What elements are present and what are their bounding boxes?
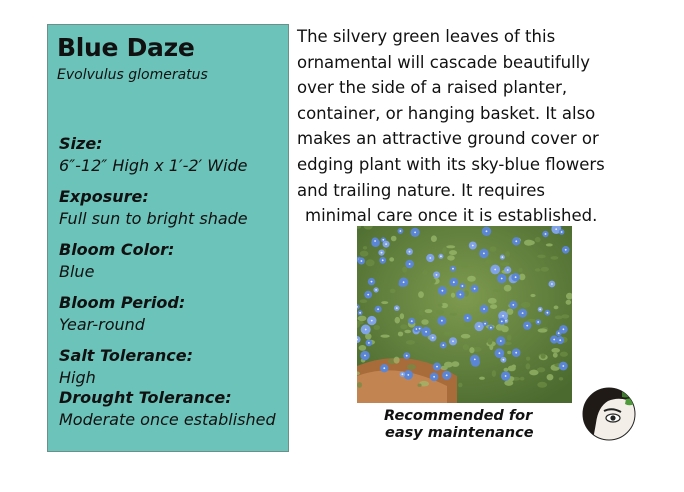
flower-center	[419, 328, 421, 330]
leaf-texture	[374, 325, 380, 330]
attribute-drought-tolerance	[59, 387, 276, 431]
flower-center	[526, 325, 528, 327]
description-line: over the side of a raised planter,	[297, 78, 568, 98]
leaf-texture	[508, 366, 516, 372]
flower-center	[501, 278, 503, 280]
leaf-texture	[519, 268, 523, 272]
leaf-texture	[526, 357, 530, 361]
flower-center	[490, 327, 492, 329]
leaf-texture	[419, 310, 424, 316]
leaf-texture	[395, 317, 400, 324]
leaf-texture	[464, 321, 472, 327]
leaf-texture	[537, 382, 547, 388]
leaf-texture	[490, 246, 497, 251]
description-line: The silvery green leaves of this	[297, 27, 556, 46]
flower-center	[371, 281, 373, 283]
description-line: minimal care once it is established.	[305, 206, 598, 226]
description-line: container, or hanging basket. It also	[297, 103, 596, 123]
flower-center	[515, 240, 517, 242]
leaf-texture	[551, 256, 559, 260]
leaf-texture	[500, 262, 509, 266]
flower-center	[375, 289, 377, 291]
leaf-texture	[479, 377, 485, 380]
leaf-texture	[400, 313, 404, 319]
flower-center	[547, 312, 549, 314]
leaf-texture	[406, 340, 415, 345]
leaf-texture	[487, 338, 492, 345]
flower-center	[505, 375, 507, 377]
leaf-texture	[458, 383, 462, 388]
leaf-texture	[360, 299, 367, 303]
flower-center	[484, 323, 486, 325]
leaf-texture	[504, 380, 513, 386]
flower-center	[368, 342, 370, 344]
leaf-texture	[449, 250, 457, 255]
caption-line: Recommended for	[384, 408, 533, 424]
scientific-name: Evolvulus glomeratus	[57, 67, 208, 83]
flower-center	[382, 259, 384, 261]
flower-center	[436, 366, 438, 368]
leaf-texture	[525, 240, 535, 245]
leaf-texture	[504, 342, 512, 345]
flower-center	[472, 245, 474, 247]
plant-description	[297, 24, 669, 229]
flower-center	[539, 309, 541, 311]
flower-center	[486, 230, 488, 232]
attribute-exposure	[59, 186, 248, 230]
flower-center	[429, 257, 431, 259]
flower-center	[442, 290, 444, 292]
maintenance-caption	[384, 408, 534, 442]
attribute-label: Bloom Period:	[59, 293, 186, 312]
leaf-texture	[391, 236, 397, 242]
leaf-texture	[535, 268, 541, 271]
flower-center	[371, 320, 373, 322]
flower-center	[501, 321, 503, 323]
leaf-texture	[425, 309, 433, 313]
leaf-texture	[431, 235, 437, 242]
flower-center	[409, 263, 411, 265]
leaf-texture	[389, 257, 394, 261]
leaf-texture	[449, 313, 457, 316]
flower-center	[436, 274, 438, 276]
flower-center	[402, 373, 404, 375]
leaf-texture	[451, 293, 455, 298]
flower-center	[442, 344, 444, 346]
flower-center	[503, 359, 505, 361]
leaf-texture	[446, 245, 455, 248]
flower-center	[483, 253, 485, 255]
leaf-texture	[438, 304, 443, 307]
leaf-texture	[469, 347, 474, 353]
leaf-texture	[380, 335, 389, 338]
attribute-salt-tolerance	[59, 345, 193, 389]
flower-center	[374, 240, 376, 242]
leaf-texture	[493, 289, 501, 292]
leaf-texture	[421, 319, 428, 325]
leaf-texture	[507, 309, 514, 315]
flower-center	[407, 374, 409, 376]
gardener-face-icon	[582, 387, 636, 441]
leaf-texture	[363, 246, 367, 249]
flower-center	[499, 352, 501, 354]
flower-center	[467, 317, 469, 319]
attribute-label: Size:	[59, 134, 103, 153]
flower-center	[561, 231, 563, 233]
flower-center	[411, 320, 413, 322]
attribute-value: 6″-12″ High x 1′-2′ Wide	[59, 156, 248, 175]
flower-center	[483, 308, 485, 310]
caption-line: easy maintenance	[385, 425, 534, 441]
leaf-texture	[560, 352, 568, 357]
leaf-texture	[526, 363, 531, 369]
flower-center	[565, 249, 567, 251]
flower-center	[400, 230, 402, 232]
leaf-texture	[485, 260, 492, 264]
leaf-texture	[541, 354, 546, 359]
leaf-texture	[436, 310, 445, 315]
description-line: ornamental will cascade beautifully	[297, 52, 591, 72]
flower-center	[432, 337, 434, 339]
flower-center	[452, 340, 454, 342]
flower-center	[460, 294, 462, 296]
flower-center	[502, 315, 504, 317]
leaf-texture	[390, 289, 396, 293]
flower-center	[474, 288, 476, 290]
plant-info-panel	[47, 24, 289, 452]
leaf-texture	[504, 285, 512, 292]
flower-center	[385, 243, 387, 245]
attribute-label: Exposure:	[59, 187, 149, 206]
blue-daze-flowers-photo	[357, 226, 572, 403]
leaf-texture	[537, 367, 545, 372]
flower-center	[563, 328, 565, 330]
leaf-texture	[521, 302, 530, 308]
flower-center	[558, 332, 560, 334]
leaf-texture	[546, 243, 553, 246]
flower-center	[364, 355, 366, 357]
leaf-texture	[358, 316, 367, 322]
leaf-texture	[559, 377, 563, 380]
flower-center	[446, 374, 448, 376]
flower-center	[406, 355, 408, 357]
flower-center	[462, 285, 464, 287]
attribute-value: Blue	[59, 262, 95, 281]
leaf-texture	[442, 247, 446, 254]
leaf-texture	[398, 332, 403, 337]
leaf-texture	[404, 330, 411, 333]
leaf-texture	[504, 368, 509, 372]
flower-center	[500, 340, 502, 342]
attribute-bloom-color	[59, 239, 174, 283]
leaf-texture	[555, 316, 563, 320]
leaf-texture	[461, 334, 471, 339]
leaf-texture	[530, 294, 535, 297]
flower-center	[440, 255, 442, 257]
leaf-texture	[463, 344, 469, 350]
leaf-texture	[357, 382, 362, 388]
flower-center	[409, 251, 411, 253]
leaf-texture	[423, 270, 427, 274]
leaf-texture	[467, 276, 476, 282]
attribute-value: High	[59, 368, 96, 387]
leaf-texture	[505, 251, 510, 257]
leaf-texture	[488, 298, 497, 304]
photo-graphic	[357, 226, 572, 403]
flower-center	[453, 281, 455, 283]
leaf-texture	[566, 300, 572, 305]
flower-center	[403, 281, 405, 283]
attribute-label: Salt Tolerance:	[59, 346, 194, 365]
leaf-texture	[490, 304, 497, 309]
flower-center	[441, 320, 443, 322]
leaf-texture	[507, 335, 511, 341]
flower-center	[478, 326, 480, 328]
flower-center	[361, 260, 363, 262]
leaf-texture	[359, 345, 367, 351]
description-line: makes an attractive ground cover or	[297, 129, 599, 149]
description-line: and trailing nature. It requires	[297, 180, 545, 200]
flower-center	[367, 294, 369, 296]
leaf-texture	[444, 362, 453, 368]
leaf-texture	[431, 278, 436, 284]
flower-center	[555, 228, 557, 230]
leaf-texture	[381, 301, 388, 304]
leaf-texture	[400, 324, 407, 329]
leaf-texture	[547, 374, 554, 380]
leaf-texture	[360, 251, 369, 257]
attribute-value: Year-round	[59, 315, 145, 334]
flower-center	[494, 269, 496, 271]
leaf-texture	[554, 306, 559, 310]
flower-center	[414, 232, 416, 234]
leaf-texture	[418, 291, 424, 298]
plant-name: Blue Daze	[57, 33, 195, 62]
attribute-label: Bloom Color:	[59, 240, 175, 259]
flower-center	[365, 329, 367, 331]
flower-center	[507, 269, 509, 271]
description-line: edging plant with its sky-blue flowers	[297, 154, 605, 174]
flower-center	[537, 321, 539, 323]
flower-center	[425, 331, 427, 333]
leaf-texture	[538, 328, 548, 332]
flower-center	[545, 233, 547, 235]
flower-center	[512, 304, 514, 306]
attribute-label: Drought Tolerance:	[59, 388, 232, 407]
flower-center	[377, 308, 379, 310]
flower-center	[433, 376, 435, 378]
flower-center	[522, 312, 524, 314]
leaf-texture	[551, 348, 560, 353]
flower-center	[382, 239, 384, 241]
leaf-texture	[519, 274, 525, 281]
leaf-texture	[444, 332, 453, 337]
flower-center	[502, 256, 504, 258]
leaf-texture	[366, 259, 375, 266]
flower-center	[383, 367, 385, 369]
flower-center	[396, 307, 398, 309]
attribute-value: Moderate once established	[59, 410, 276, 429]
leaf-texture	[507, 351, 511, 354]
leaf-texture	[402, 267, 407, 273]
leaf-texture	[460, 262, 468, 268]
leaf-texture	[535, 237, 541, 242]
flower-center	[359, 312, 361, 314]
flower-center	[562, 365, 564, 367]
leaf-texture	[447, 255, 455, 260]
attribute-bloom-period	[59, 292, 185, 336]
leaf-texture	[407, 364, 416, 370]
flower-center	[474, 359, 476, 361]
attribute-value: Full sun to bright shade	[59, 209, 248, 228]
flower-center	[551, 283, 553, 285]
flower-center	[515, 276, 517, 278]
leaf-texture	[520, 377, 524, 381]
leaf-texture	[541, 267, 549, 272]
leaf-texture	[553, 353, 558, 358]
flower-center	[452, 268, 454, 270]
flower-center	[381, 252, 383, 254]
leaf-texture	[492, 370, 496, 377]
flower-center	[515, 352, 517, 354]
flower-center	[553, 339, 555, 341]
leaf-texture	[537, 255, 545, 259]
leaf-texture	[394, 357, 400, 364]
leaf-texture	[417, 384, 421, 387]
attribute-size	[59, 133, 248, 177]
flower-center	[559, 339, 561, 341]
